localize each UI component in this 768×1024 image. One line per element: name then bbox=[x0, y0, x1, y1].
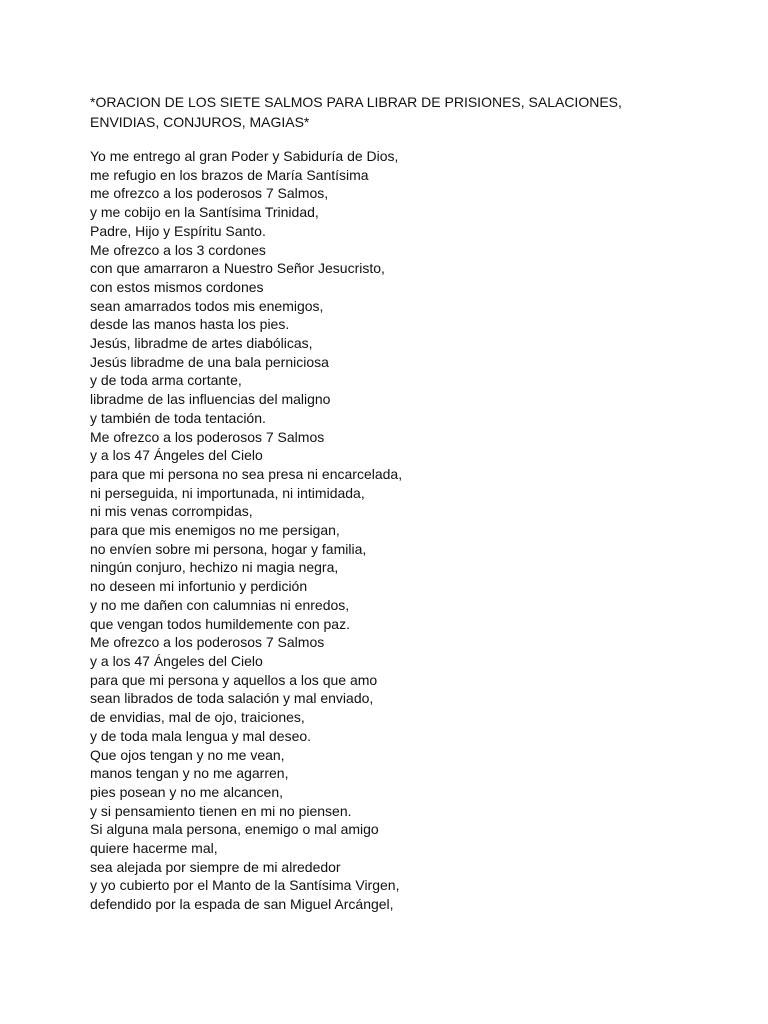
prayer-line: Me ofrezco a los poderosos 7 Salmos bbox=[90, 428, 325, 445]
prayer-line: y yo cubierto por el Manto de la Santísima Virgen, bbox=[90, 877, 400, 894]
prayer-line: me ofrezco a los poderosos 7 Salmos, bbox=[90, 185, 329, 202]
prayer-line: ni mis venas corrompidas, bbox=[90, 503, 253, 520]
prayer-line: Padre, Hijo y Espíritu Santo. bbox=[90, 222, 266, 239]
prayer-line: y me cobijo en la Santísima Trinidad, bbox=[90, 204, 319, 221]
title-line: *ORACION DE LOS SIETE SALMOS PARA LIBRAR DE PRISIONES, SALACIONES, bbox=[90, 94, 622, 110]
prayer-line: que vengan todos humildemente con paz. bbox=[90, 615, 350, 632]
prayer-line: para que mi persona y aquellos a los que amo bbox=[90, 671, 378, 688]
prayer-line: Jesús, libradme de artes diabólicas, bbox=[90, 335, 313, 352]
prayer-line: y a los 47 Ángeles del Cielo bbox=[90, 447, 263, 464]
prayer-line: para que mi persona no sea presa ni encarcelada, bbox=[90, 465, 403, 482]
prayer-line: Me ofrezco a los poderosos 7 Salmos bbox=[90, 634, 325, 651]
prayer-line: no deseen mi infortunio y perdición bbox=[90, 578, 308, 595]
prayer-line: sea alejada por siempre de mi alrededor bbox=[90, 858, 341, 875]
prayer-line: y de toda mala lengua y mal deseo. bbox=[90, 727, 312, 744]
prayer-line: sean amarrados todos mis enemigos, bbox=[90, 297, 324, 314]
prayer-line: de envidias, mal de ojo, traiciones, bbox=[90, 709, 305, 726]
prayer-line: y de toda arma cortante, bbox=[90, 372, 242, 389]
prayer-line: pies posean y no me alcancen, bbox=[90, 783, 284, 800]
prayer-line: desde las manos hasta los pies. bbox=[90, 316, 290, 333]
prayer-line: y a los 47 Ángeles del Cielo bbox=[90, 652, 263, 669]
prayer-line: con que amarraron a Nuestro Señor Jesucristo, bbox=[90, 260, 385, 277]
title-line: ENVIDIAS, CONJUROS, MAGIAS* bbox=[90, 114, 310, 130]
prayer-line: ningún conjuro, hechizo ni magia negra, bbox=[90, 559, 339, 576]
prayer-line: y también de toda tentación. bbox=[90, 409, 266, 426]
prayer-line: ni perseguida, ni importunada, ni intimidada, bbox=[90, 484, 365, 501]
prayer-line: no envíen sobre mi persona, hogar y familia, bbox=[90, 540, 367, 557]
prayer-line: me refugio en los brazos de María Santísima bbox=[90, 166, 369, 183]
prayer-line: Que ojos tengan y no me vean, bbox=[90, 746, 285, 763]
prayer-line: Jesús libradme de una bala perniciosa bbox=[90, 353, 329, 370]
prayer-line: libradme de las influencias del maligno bbox=[90, 391, 331, 408]
prayer-line: defendido por la espada de san Miguel Arcángel, bbox=[90, 896, 394, 913]
prayer-line: sean librados de toda salación y mal enviado, bbox=[90, 690, 374, 707]
prayer-line: para que mis enemigos no me persigan, bbox=[90, 522, 340, 539]
prayer-line: con estos mismos cordones bbox=[90, 278, 264, 295]
prayer-text bbox=[90, 147, 402, 914]
prayer-line: manos tengan y no me agarren, bbox=[90, 765, 289, 782]
prayer-line: y no me dañen con calumnias ni enredos, bbox=[90, 596, 350, 613]
document-title bbox=[90, 92, 710, 132]
prayer-line: y si pensamiento tienen en mi no piensen. bbox=[90, 802, 352, 819]
prayer-line: Yo me entrego al gran Poder y Sabiduría de Dios, bbox=[90, 148, 399, 164]
prayer-line: quiere hacerme mal, bbox=[90, 840, 218, 857]
prayer-line: Si alguna mala persona, enemigo o mal amigo bbox=[90, 821, 379, 838]
prayer-line: Me ofrezco a los 3 cordones bbox=[90, 241, 266, 258]
